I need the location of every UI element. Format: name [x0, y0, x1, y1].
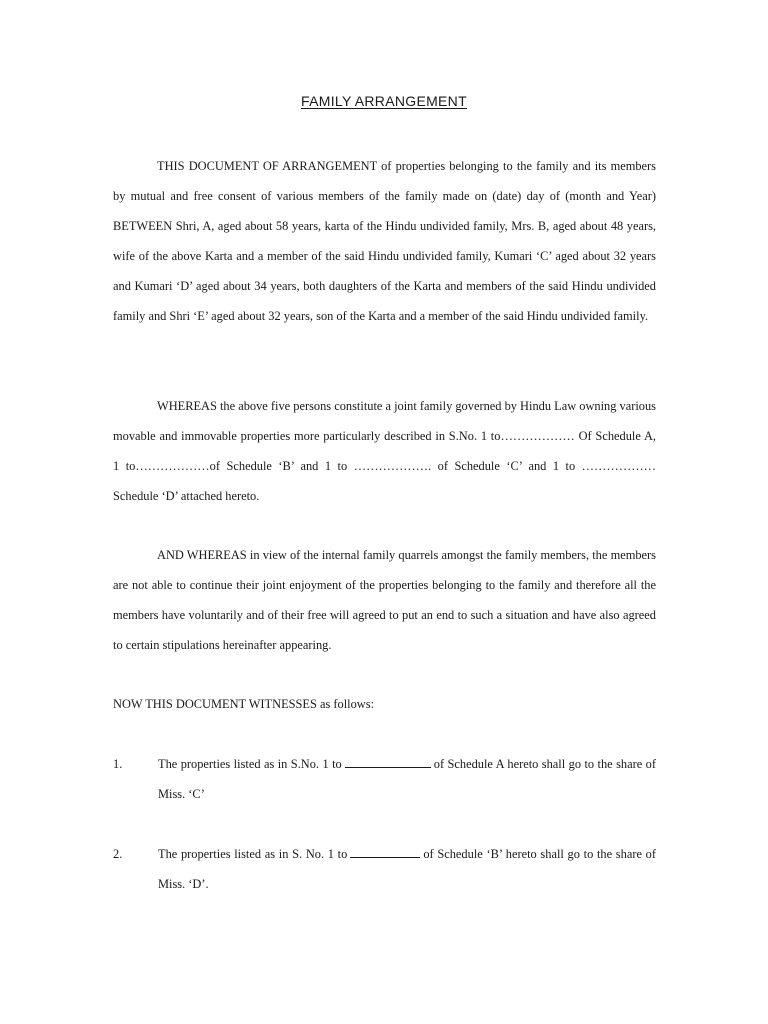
clause-1 [113, 749, 656, 809]
fill-in-blank [350, 845, 420, 858]
paragraph-parties: THIS DOCUMENT OF ARRANGEMENT of properties belonging to the family and its members by mutual and free consent of various members of the family made on (date) day of (month and Year) BETWEEN Shri, A, aged about 58 years, karta of the Hindu undivided family, Mrs. B, aged about 48 years, wife of the above Karta and a member of the said Hindu undivided family, Kumari ‘C’ aged about 32 years and Kumari ‘D’ aged about 34 years, both daughters of the Karta and members of the said Hindu undivided family and Shri ‘E’ aged about 32 years, son of the Karta and a member of the said Hindu undivided family. [113, 159, 656, 323]
clause-number: 1. [113, 757, 123, 771]
clause-text-after: of Schedule ‘B’ hereto shall go to the share of Miss. ‘D’. [158, 847, 656, 891]
paragraph-and-whereas: AND WHEREAS in view of the internal family quarrels amongst the family members, the members are not able to continue their joint enjoyment of the properties belonging to the family and therefore all the members have voluntarily and of their free will agreed to put an end to such a situation and have also agreed to certain stipulations hereinafter appearing. [113, 548, 656, 652]
clause-text-before: The properties listed as in S.No. 1 to [158, 757, 342, 771]
clause-text-before: The properties listed as in S. No. 1 to [158, 847, 348, 861]
clause-number: 2. [113, 847, 123, 861]
clause-body [158, 749, 656, 809]
clause-body [158, 839, 656, 899]
clause-text-after: of Schedule A hereto shall go to the share of Miss. ‘C’ [158, 757, 656, 801]
fill-in-blank [345, 755, 431, 768]
paragraph-whereas: WHEREAS the above five persons constitute a joint family governed by Hindu Law owning various movable and immovable properties more particularly described in S.No. 1 to……………… Of Schedule A, 1 to………………of Schedule ‘B’ and 1 to ………………. of Schedule ‘C’ and 1 to ……………… Schedule ‘D’ attached hereto. [113, 399, 656, 503]
clause-2 [113, 839, 656, 899]
document-title: FAMILY ARRANGEMENT [301, 93, 467, 109]
witness-heading: NOW THIS DOCUMENT WITNESSES as follows: [113, 697, 375, 711]
